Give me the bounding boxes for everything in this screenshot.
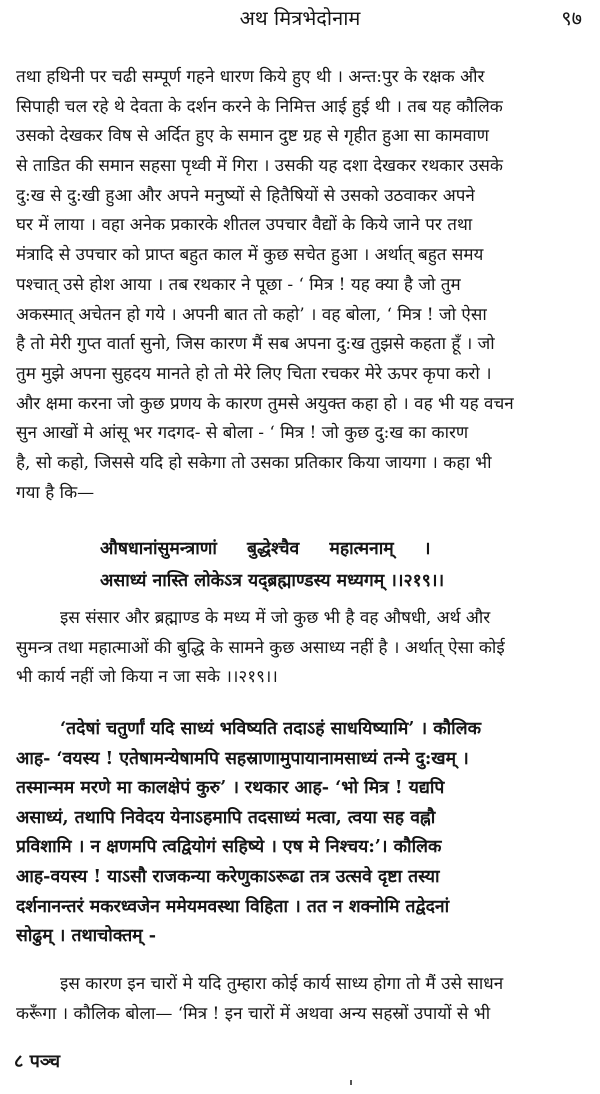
- text-line: आह-वयस्य ! याऽसौ राजकन्या करेणुकाऽरूढा तत्र उत्सवे दृष्टा तस्या: [16, 866, 440, 887]
- page-number: ९७: [561, 6, 582, 30]
- print-speck: [350, 1080, 352, 1085]
- sanskrit-passage: [16, 715, 588, 952]
- running-head: [0, 4, 600, 34]
- text-line: सुन आखों मे आंसू भर गदगद- से बोला - ‘ मित्र ! जो कुछ दु:ख का कारण: [16, 423, 469, 444]
- verse-block: [100, 534, 594, 597]
- text-line: है, सो कहो, जिससे यदि हो सकेगा तो उसका प्रतिकार किया जायगा । कहा भी: [16, 452, 492, 473]
- text-line: सिपाही चल रहे थे देवता के दर्शन करने के निमित्त आई हुई थी । तब यह कौलिक: [16, 96, 503, 117]
- translation-paragraph: [16, 970, 588, 1029]
- verse-explanation: [16, 604, 588, 693]
- text-line: तुम मुझे अपना सुहदय मानते हो तो मेरे लिए चिता रचकर मेरे ऊपर कृपा करो ।: [16, 363, 492, 384]
- prose-paragraph: [16, 63, 588, 508]
- text-line: और क्षमा करना जो कुछ प्रणय के कारण तुमसे अयुक्त कहा हो । वह भी यह वचन: [16, 393, 514, 414]
- text-line: है तो मेरी गुप्त वार्ता सुनो, जिस कारण मैं सब अपना दु:ख तुझसे कहता हूँ । जो: [16, 334, 495, 355]
- text-line: घर में लाया । वहा अनेक प्रकारके शीतल उपचार वैद्यों के किये जाने पर तथा: [16, 215, 473, 236]
- text-line: तस्मान्मम मरणे मा कालक्षेपं कुरु’ । रथकार आह- ‘भो मित्र ! यद्यपि: [16, 778, 445, 799]
- text-line: से ताडित की समान सहसा पृथ्वी में गिरा । उसकी यह दशा देखकर रथकार उसके: [16, 156, 503, 177]
- text-line: असाध्यं, तथापि निवेदय येनाऽहमापि तदसाध्यं मत्वा, त्वया सह वह्नौ: [16, 807, 436, 828]
- text-line: सुमन्त्र तथा महात्माओं की बुद्धि के सामने कुछ असाध्य नहीं है । अर्थात् ऐसा कोई: [16, 637, 505, 658]
- text-line: भी कार्य नहीं जो किया न जा सके ।।२१९।।: [16, 667, 278, 688]
- text-line: तथा हथिनी पर चढी सम्पूर्ण गहने धारण किये हुए थी । अन्त:पुर के रक्षक और: [16, 67, 485, 87]
- text-line: इस कारण इन चारों मे यदि तुम्हारा कोई कार्य साध्य होगा तो मैं उसे साधन: [60, 974, 504, 994]
- text-line: ‘तदेषां चतुर्णां यदि साध्यं भविष्यति तदाऽहं साधयिष्यामि’ । कौलिक: [60, 719, 482, 739]
- text-line: अकस्मात् अचेतन हो गये । अपनी बात तो कहो’ । वह बोला, ‘ मित्र ! जो ऐसा: [16, 304, 487, 325]
- text-line: प्रविशामि । न क्षणमपि त्वद्वियोगं सहिष्ये । एष मे निश्चय:’। कौलिक: [16, 837, 442, 858]
- signature-mark: ८ पञ्च: [14, 1051, 61, 1072]
- text-line: पश्चात् उसे होश आया । तब रथकार ने पूछा - ‘ मित्र ! यह क्या है जो तुम: [16, 274, 461, 295]
- text-line: दर्शनानन्तरं मकरध्वजेन ममेयमवस्था विहिता । तत न शक्नोमि तद्वेदनां: [16, 896, 450, 917]
- verse-line-1: औषधानांसुमन्त्राणां बुद्धेश्चैव महात्मनाम् ।: [100, 539, 431, 559]
- text-line: आह- ‘वयस्य ! एतेषामन्येषामपि सहस्राणामुपायानामसाध्यं तन्मे दु:खम् ।: [16, 748, 469, 769]
- running-title: अथ मित्रभेदोनाम: [239, 6, 361, 30]
- verse-line-2: असाध्यं नास्ति लोकेऽत्र यद्ब्रह्माण्डस्य मध्यगम् ।।२१९।।: [100, 570, 445, 591]
- text-line: मंत्रादि से उपचार को प्राप्त बहुत काल में कुछ सचेत हुआ । अर्थात् बहुत समय: [16, 245, 484, 266]
- text-line: करूँगा । कौलिक बोला— ‘मित्र ! इन चारों में अथवा अन्य सहस्रों उपायों से भी: [16, 1003, 491, 1024]
- text-line: सोढुम् । तथाचोक्तम् -: [16, 926, 157, 947]
- text-line: उसको देखकर विष से अर्दित हुए के समान दुष्ट ग्रह से गृहीत हुआ सा कामवाण: [16, 126, 489, 147]
- text-line: दु:ख से दु:खी हुआ और अपने मनुष्यों से हितैषियों से उसको उठवाकर अपने: [16, 185, 475, 206]
- text-line: गया है कि—: [16, 482, 95, 503]
- text-line: इस संसार और ब्रह्माण्ड के मध्य में जो कुछ भी है वह औषधी, अर्थ और: [60, 608, 491, 628]
